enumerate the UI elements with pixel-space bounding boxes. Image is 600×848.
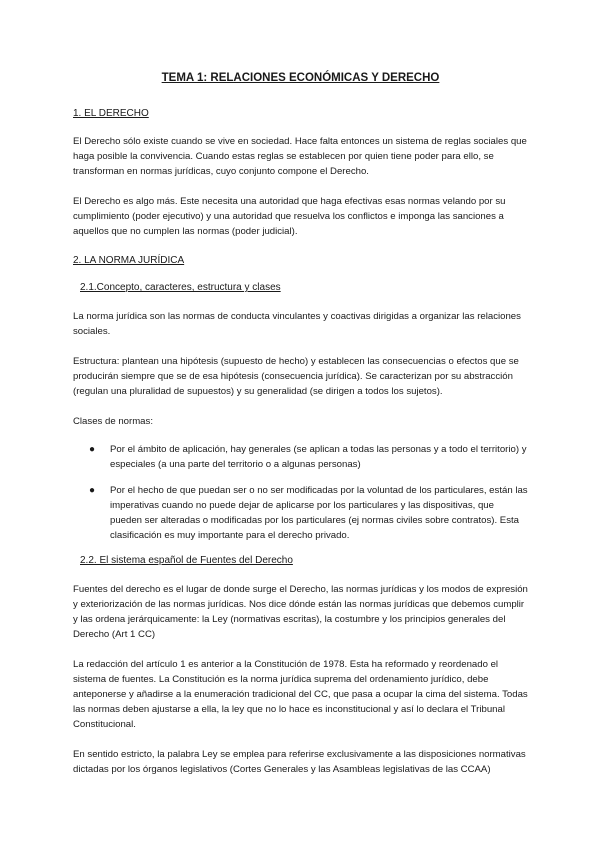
- subsection-heading-fuentes: 2.2. El sistema español de Fuentes del Derecho: [80, 555, 293, 566]
- paragraph: La redacción del artículo 1 es anterior a la Constitución de 1978. Esta ha reformado y reordenado el sistema de fuentes. La Constitución es la norma jurídica suprema del ordenamiento jurídico, debe anteponerse y añadirse a la enumeración tradicional del CC, que pasa a ocupar la cima del sistema. Todas las normas deben ajustarse a ella, la ley que no lo hace es inconstitucional y así lo declara el Tribunal Constitucional.: [73, 659, 528, 730]
- list-item: [73, 483, 528, 543]
- list-item-text: Por el hecho de que puedan ser o no ser modificadas por la voluntad de los particulares, están las imperativas cuando no puede dejar de aplicarse por los particulares y las dispositivas, que pueden ser alteradas o modificadas por los particulares (ej normas civiles sobre contratos). Esta clasificación es muy importante para el derecho privado.: [110, 485, 528, 541]
- bullet-icon: ●: [89, 444, 96, 455]
- paragraph: El Derecho es algo más. Este necesita una autoridad que haga efectivas esas normas velando por su cumplimiento (poder ejecutivo) y una autoridad que resuelva los conflictos e imponga las sanciones a aquellos que no cumplen las normas (poder judicial).: [73, 196, 506, 237]
- list-item-text: Por el ámbito de aplicación, hay generales (se aplican a todas las personas y a todo el territorio) y especiales (a una parte del territorio o a algunas personas): [110, 444, 527, 470]
- paragraph: El Derecho sólo existe cuando se vive en sociedad. Hace falta entonces un sistema de reglas sociales que haga posible la convivencia. Cuando estas reglas se establecen por quien tiene poder para ello, se transforman en normas jurídicas, cuyo conjunto compone el Derecho.: [73, 136, 527, 177]
- paragraph: Estructura: plantean una hipótesis (supuesto de hecho) y establecen las consecuencias o efectos que se producirán siempre que se de esa hipótesis (consecuencia jurídica). Se caracterizan por su abstracción (regulan una pluralidad de supuestos) y su generalidad (se dirigen a todos los sujetos).: [73, 356, 519, 397]
- section-heading-derecho: 1. EL DERECHO: [73, 108, 149, 119]
- paragraph: Fuentes del derecho es el lugar de donde surge el Derecho, las normas jurídicas y los modos de expresión y exteriorización de las normas jurídicas. Nos dice dónde están las normas jurídicas que debemos cumplir y las ordena jerárquicamente: la Ley (normativas escritas), la costumbre y los principios generales del Derecho (Art 1 CC): [73, 584, 528, 640]
- document-title: TEMA 1: RELACIONES ECONÓMICAS Y DERECHO: [161, 72, 440, 84]
- list-item: [73, 442, 528, 472]
- bullet-list: [73, 442, 528, 543]
- bullet-icon: ●: [89, 485, 96, 496]
- paragraph: En sentido estricto, la palabra Ley se emplea para referirse exclusivamente a las disposiciones normativas dictadas por los órganos legislativos (Cortes Generales y las Asambleas legislativas de las CCAA): [73, 749, 526, 775]
- paragraph: Clases de normas:: [73, 416, 153, 427]
- paragraph: La norma jurídica son las normas de conducta vinculantes y coactivas dirigidas a organizar las relaciones sociales.: [73, 311, 521, 337]
- section-heading-norma-juridica: 2. LA NORMA JURÍDICA: [73, 255, 185, 266]
- subsection-heading-concepto: 2.1.Concepto, caracteres, estructura y clases: [80, 282, 281, 293]
